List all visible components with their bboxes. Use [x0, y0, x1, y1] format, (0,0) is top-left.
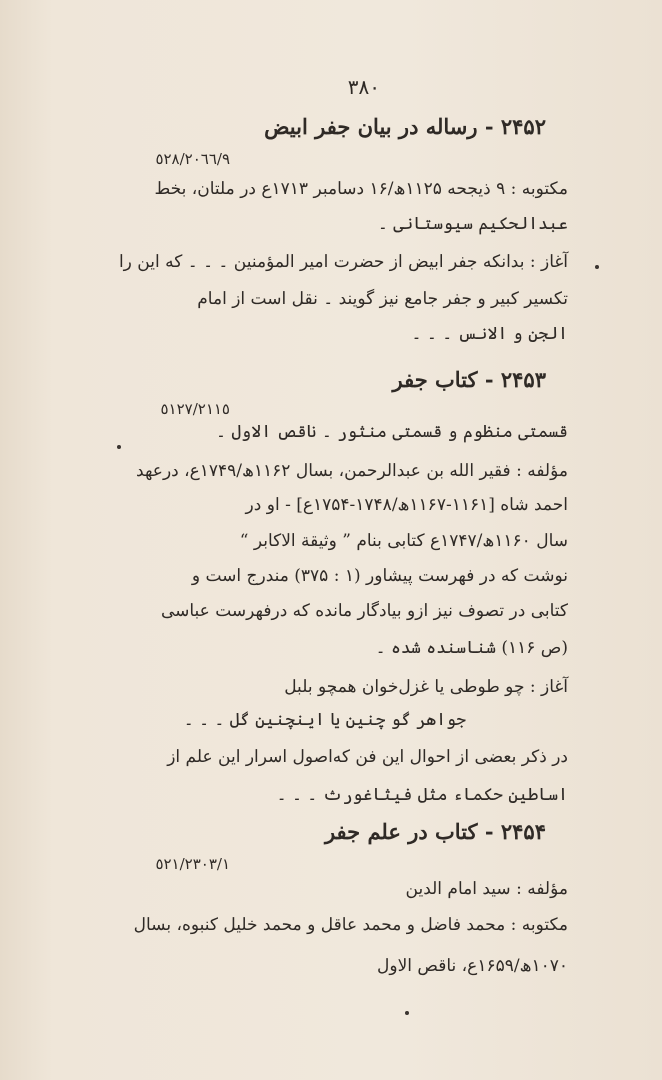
shelf-reference-2453: ٥١٢٧/٢١١٥ [160, 400, 230, 418]
entry-line: مکتوبه : ۹ ذیجحه ۱۱۲۵ھ/۱۶ دسامبر ۱۷۱۳ع در ملتان، بخط [154, 179, 568, 199]
entry-line: نوشت که در فهرست پیشاور (۱ : ۳۷۵) مندرج است و [191, 566, 568, 586]
entry-line: جواهر گو چنین یا اینچنین گل ۔ ۔ ۔ [183, 710, 466, 730]
entry-line: قسمتی منظوم و قسمتی منثور ۔ ناقص الاول ۔ [215, 422, 568, 442]
entry-line: آغاز : بدانکه جفر ابیض از حضرت امیر المؤمنین ۔ ۔ ۔ که این را [118, 252, 568, 272]
entry-line: در ذکر بعضی از احوال این فن که‌اصول اسرار این علم از [167, 747, 568, 767]
page-number: ۳۸۰ [347, 75, 380, 99]
entry-line: اساطین حکماء مثل فیثاغورث ۔ ۔ ۔ [276, 785, 568, 805]
entry-line: مؤلفه : فقیر الله بن عبدالرحمن، بسال ۱۱۶۲ھ/۱۷۴۹ع، درعهد [136, 461, 568, 481]
entry-line: سال ۱۱۶۰ھ/۱۷۴۷ع کتابی بنام ” وثیقة الاکابر “ [239, 531, 568, 551]
entry-line: مؤلفه : سید امام الدین [405, 879, 568, 899]
entry-title-2453: ۲۴۵۳ - کتاب جفر [392, 367, 546, 392]
entry-title-2454: ۲۴۵۴ - کتاب در علم جفر [324, 819, 546, 844]
entry-line: مکتوبه : محمد فاضل و محمد عاقل و محمد خلیل کنبوه، بسال [133, 915, 568, 935]
ink-dot [595, 265, 599, 269]
entry-line: کتابی در تصوف نیز ازو بیادگار مانده که درفهرست عباسی [160, 601, 568, 621]
entry-line: احمد شاه [۱۱۶۱-۱۱۶۷ھ/۱۷۴۸-۱۷۵۴ع] - او در [245, 495, 568, 515]
entry-line: عبدالحکیم سیوستانی ۔ [377, 214, 568, 234]
entry-line: ۱۰۷۰ھ/۱۶۵۹ع، ناقص الاول [377, 956, 568, 976]
entry-line: آغاز : چو طوطی یا غزل‌خوان همچو بلبل [284, 677, 568, 697]
shelf-reference-2452: ٥٢٨/٢٠٦٦/٩ [155, 150, 230, 168]
entry-title-2452: ۲۴۵۲ - رساله در بیان جفر ابیض [264, 114, 546, 139]
shelf-reference-2454: ٥٢١/٢٣٠٣/١ [155, 855, 230, 873]
ink-dot [405, 1011, 409, 1015]
entry-line: الجن و الانس ۔ ۔ ۔ [411, 324, 568, 344]
entry-line: (ص ۱۱۶) شناسنده شده ۔ [375, 638, 568, 658]
entry-line: تکسیر کبیر و جفر جامع نیز گویند ۔ نقل است از امام [197, 289, 568, 309]
ink-dot [117, 445, 121, 449]
